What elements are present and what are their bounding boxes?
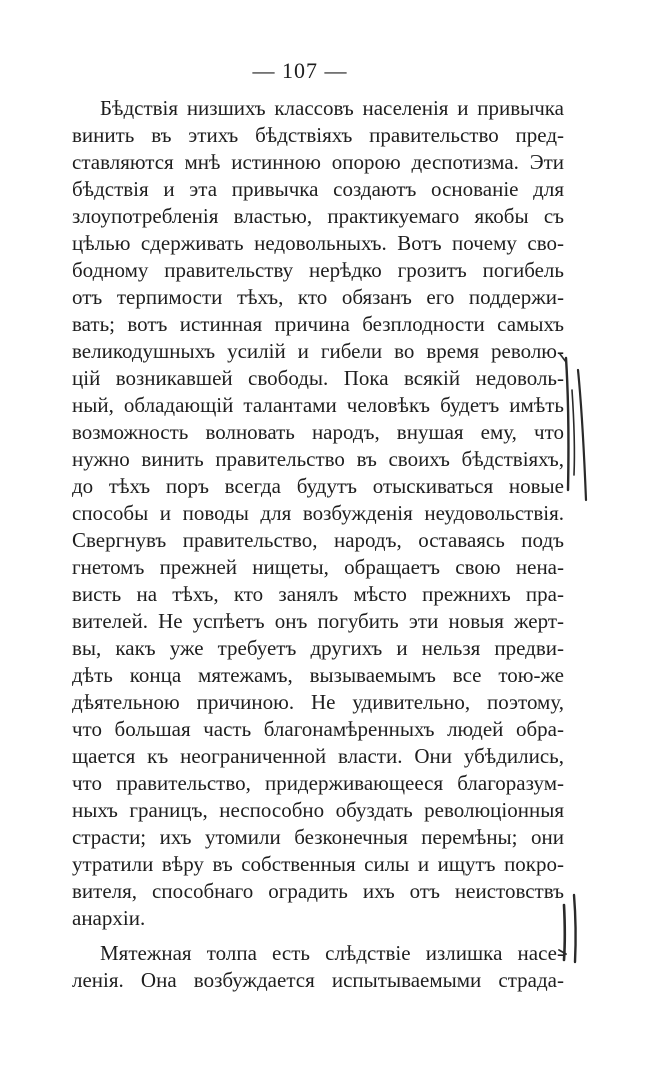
text-line: Мятежная толпа есть слѣдствіе излишка насе- [100,941,564,965]
pencil-stroke [572,390,574,475]
text-line: ный, обладающій талантами человѣкъ будетъ имѣть [72,393,564,417]
paragraph-gap [72,932,564,940]
text-line: дѣятельною причиною. Не удивительно, поэтому, [72,690,564,714]
text-line: ленія. Она возбуждается испытываемыми страда- [72,968,564,992]
text-line: ныхъ границъ, неспособно обуздать революціонныя [72,798,564,822]
page-number: — 107 — [252,58,348,83]
text-line: цій возникавшей свободы. Пока всякій недоволь- [72,366,564,390]
text-line: бодному правительству нерѣдко грозитъ погибель [72,258,564,282]
text-line: до тѣхъ поръ всегда будутъ отыскиваться новые [72,474,564,498]
text-line: висть на тѣхъ, кто занялъ мѣсто прежнихъ пра- [72,582,564,606]
text-line: анархіи. [72,906,146,930]
pencil-stroke [566,358,568,490]
text-line: вителей. Не успѣетъ онъ погубить эти новыя жерт- [72,609,564,633]
text-line: нужно винить правительство въ своихъ бѣдствіяхъ, [72,447,564,471]
body-text [72,95,564,994]
text-line: страсти; ихъ утомили безконечныя перемѣны; они [72,825,564,849]
pencil-stroke [574,895,576,962]
text-line: винить въ этихъ бѣдствіяхъ правительство пред- [72,123,564,147]
text-line: вать; вотъ истинная причина безплодности самыхъ [72,312,564,336]
text-line: гнетомъ прежней нищеты, обращаетъ свою нена- [72,555,564,579]
pencil-stroke [578,370,586,500]
text-line: возможность волновать народъ, внушая ему, что [72,420,564,444]
text-line: ставляются мнѣ истинною опорою деспотизма. Эти [72,150,564,174]
text-line: вы, какъ уже требуетъ другихъ и нельзя предви- [72,636,564,660]
pencil-stroke [564,905,565,960]
text-line: Свергнувъ правительство, народъ, оставаясь подъ [72,528,564,552]
text-line: великодушныхъ усилій и гибели во время револю- [72,339,564,363]
text-line: Бѣдствія низшихъ классовъ населенія и привычка [100,96,564,120]
text-line: вителя, способнаго оградить ихъ отъ неистовствъ [72,879,564,903]
text-line: способы и поводы для возбужденія неудовольствія. [72,501,564,525]
text-line: дѣть конца мятежамъ, вызываемымъ все тою-же [72,663,564,687]
text-line: бѣдствія и эта привычка создаютъ основаніе для [72,177,564,201]
paragraph-2 [72,940,564,994]
text-line: что большая часть благонамѣренныхъ людей обра- [72,717,564,741]
text-line: щается къ неограниченной власти. Они убѣдились, [72,744,564,768]
text-line: цѣлью сдерживать недовольныхъ. Вотъ почему сво- [72,231,564,255]
text-line: утратили вѣру въ собственныя силы и ищутъ покро- [72,852,564,876]
text-line: отъ терпимости тѣхъ, кто обязанъ его поддержи- [72,285,564,309]
text-line: злоупотребленія властью, практикуемаго якобы съ [72,204,564,228]
text-line: что правительство, придерживающееся благоразум- [72,771,564,795]
paragraph-1 [72,95,564,932]
margin-pencil-marks [556,350,606,970]
